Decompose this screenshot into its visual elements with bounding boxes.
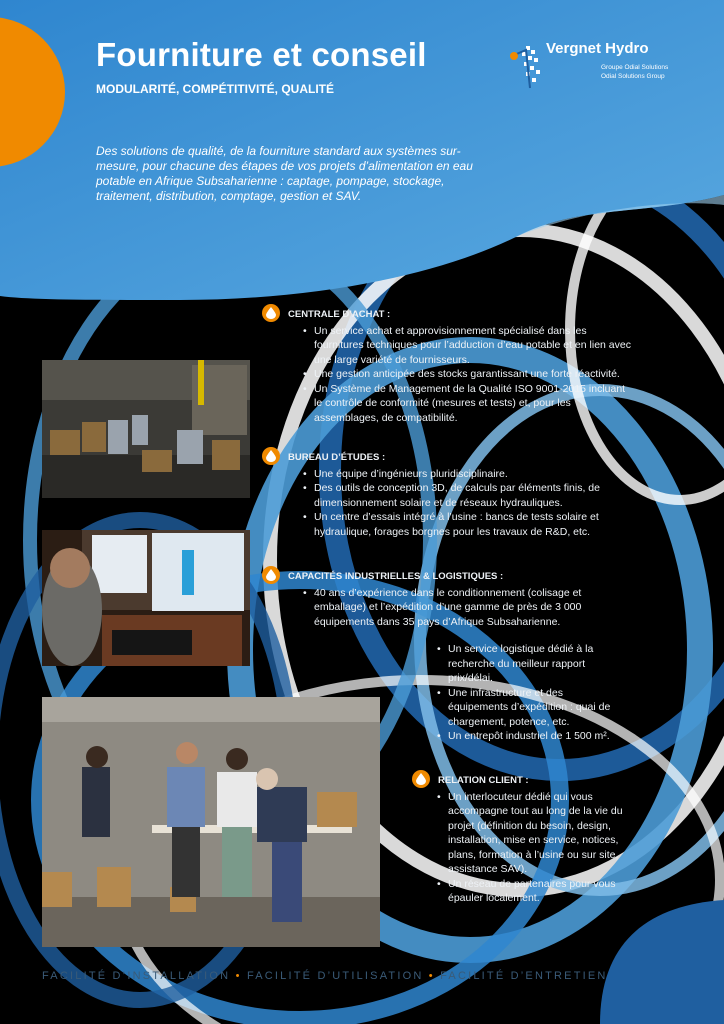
list-item: • Une gestion anticipée des stocks garantissant une forte réactivité.	[314, 367, 632, 382]
list-item: • Une infrastructure et des équipements d’expédition : quai de chargement, potence, etc.	[448, 686, 624, 730]
logo-group-en: Odial Solutions Group	[601, 73, 665, 80]
section-capacites	[262, 570, 624, 629]
engineer-computer-photo	[42, 530, 250, 666]
section-heading: BUREAU D’ÉTUDES :	[288, 452, 386, 463]
section-centrale-achat	[262, 308, 632, 425]
list-item: • Une équipe d’ingénieurs pluridisciplinaire.	[314, 467, 632, 482]
section-heading: CENTRALE D’ACHAT :	[288, 309, 391, 320]
footer-item-entretien: FACILITÉ D’ENTRETIEN	[440, 970, 608, 982]
section-heading: CAPACITÉS INDUSTRIELLES & LOGISTIQUES :	[288, 571, 504, 582]
logo-name: Vergnet Hydro	[546, 40, 649, 57]
list-item: • Un service logistique dédié à la recherche du meilleur rapport prix/délai.	[448, 642, 624, 686]
footer-item-installation: FACILITÉ D’INSTALLATION	[42, 970, 231, 982]
section-bureau-etudes	[262, 451, 632, 539]
droplet-icon	[412, 770, 430, 788]
list-item: • Un entrepôt industriel de 1 500 m².	[448, 729, 624, 744]
footer-separator: •	[428, 970, 435, 982]
logo-group-fr: Groupe Odial Solutions	[601, 64, 669, 71]
droplet-icon	[262, 447, 280, 465]
section-heading: RELATION CLIENT :	[438, 775, 529, 786]
section-capacites-continued	[432, 642, 624, 744]
list-item: • Un centre d’essais intégré à l’usine : bancs de tests solaire et hydraulique, forages borgnes pour les travaux de R&D, etc.	[314, 510, 632, 539]
list-item: • Des outils de conception 3D, de calculs par éléments finis, de dimensionnement solaire et de réseaux hydrauliques.	[314, 481, 632, 510]
company-logo	[508, 40, 678, 100]
list-item: • Un réseau de partenaires pour vous épauler localement.	[448, 877, 624, 906]
list-item: • Un interlocuteur dédié qui vous accompagne tout au long de la vie du projet (définition du besoin, design, installation, mise en service, notices, plans, formation à l’usine ou sur site, assistance SAV).	[448, 790, 624, 877]
footer-separator: •	[235, 970, 242, 982]
team-workshop-photo	[42, 697, 380, 947]
list-item: • Un Système de Management de la Qualité ISO 9001-2015 incluant le contrôle de conformité (mesures et tests) et, pour les assemblages, de compatibilité.	[314, 382, 632, 426]
footer-item-utilisation: FACILITÉ D’UTILISATION	[246, 970, 424, 982]
list-item: • Un service achat et approvisionnement spécialisé dans les fournitures techniques pour l’adduction d’eau potable et en lien avec une large variété de fournisseurs.	[314, 324, 632, 368]
droplet-icon	[262, 566, 280, 584]
page-title: Fourniture et conseil	[96, 36, 427, 73]
droplet-icon	[262, 304, 280, 322]
warehouse-photo	[42, 360, 250, 498]
section-relation-client	[412, 774, 624, 906]
list-item: • 40 ans d’expérience dans le conditionnement (colisage et emballage) et l’expédition d’une gamme de près de 3 000 équipements dans 35 pays d’Afrique Subsaharienne.	[314, 586, 624, 630]
footer-tagline	[42, 970, 608, 982]
intro-paragraph: Des solutions de qualité, de la fourniture standard aux systèmes sur-mesure, pour chacune des étapes de vos projets d’alimentation en eau potable en Afrique Subsaharienne : captage, pompage, stockage, traitement, distribution, comptage, gestion et SAV.	[96, 144, 473, 203]
page-subtitle: MODULARITÉ, COMPÉTITIVITÉ, QUALITÉ	[96, 82, 334, 96]
